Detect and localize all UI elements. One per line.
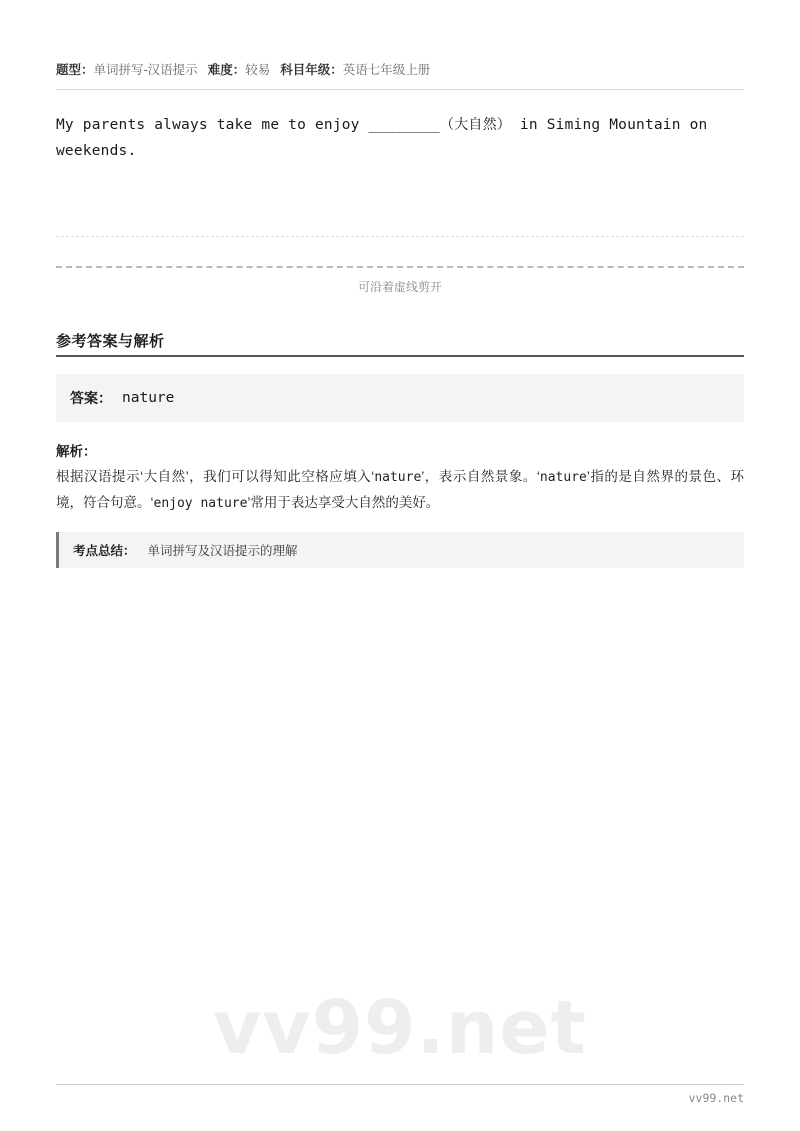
analysis-segment-1: 根据汉语提示‘大自然’，我们可以得知此空格应填入‘ bbox=[56, 469, 375, 484]
analysis-term-nature-1: nature bbox=[374, 470, 422, 485]
footer-divider bbox=[56, 1084, 744, 1085]
answer-label: 答案： bbox=[70, 390, 112, 406]
meta-subject-label: 科目年级： bbox=[280, 63, 343, 77]
meta-difficulty-value: 较易 bbox=[245, 63, 271, 77]
analysis-segment-4: 指的是自然界的景色、环境，符合句意。‘ bbox=[56, 469, 745, 510]
watermark: vv99.net bbox=[213, 985, 587, 1071]
analysis-segment-5: ’常用于表达享受大自然的美好。 bbox=[247, 495, 440, 510]
summary-label: 考点总结： bbox=[73, 544, 136, 558]
analysis-segment-2: ’，表示自然景象。‘ bbox=[421, 469, 540, 484]
analysis-segment-3: ’ bbox=[586, 469, 590, 484]
chinese-hint: （大自然） bbox=[440, 116, 511, 132]
analysis-label: 解析： bbox=[56, 444, 97, 459]
answer-section-rule bbox=[56, 355, 744, 357]
meta-type-value: 单词拼写-汉语提示 bbox=[93, 63, 198, 77]
answer-section-title: 参考答案与解析 bbox=[56, 333, 165, 350]
analysis-term-enjoy-nature: enjoy nature bbox=[153, 496, 248, 511]
question-meta bbox=[56, 60, 744, 78]
analysis-term-nature-2: nature bbox=[539, 470, 587, 485]
meta-type-label: 题型： bbox=[56, 63, 94, 77]
key-point-summary-box bbox=[56, 532, 744, 568]
question-part-1: My parents always take me to enjoy bbox=[56, 117, 369, 133]
answer-box bbox=[56, 374, 744, 422]
summary-value: 单词拼写及汉语提示的理解 bbox=[147, 544, 298, 558]
footer-site-name: vv99.net bbox=[688, 1091, 744, 1105]
meta-divider bbox=[56, 89, 744, 90]
answer-blank: ________ bbox=[368, 117, 440, 133]
question-text bbox=[56, 111, 744, 164]
meta-difficulty-label: 难度： bbox=[207, 63, 246, 77]
light-dashed-divider bbox=[56, 236, 744, 237]
cut-line-label: 可沿着虚线剪开 bbox=[357, 280, 442, 294]
question-part-2: in Siming Mountain on weekends. bbox=[56, 117, 708, 159]
meta-subject-value: 英语七年级上册 bbox=[342, 63, 431, 77]
cut-dashed-divider bbox=[56, 266, 744, 268]
analysis-text bbox=[56, 464, 744, 516]
answer-value: nature bbox=[122, 390, 175, 406]
